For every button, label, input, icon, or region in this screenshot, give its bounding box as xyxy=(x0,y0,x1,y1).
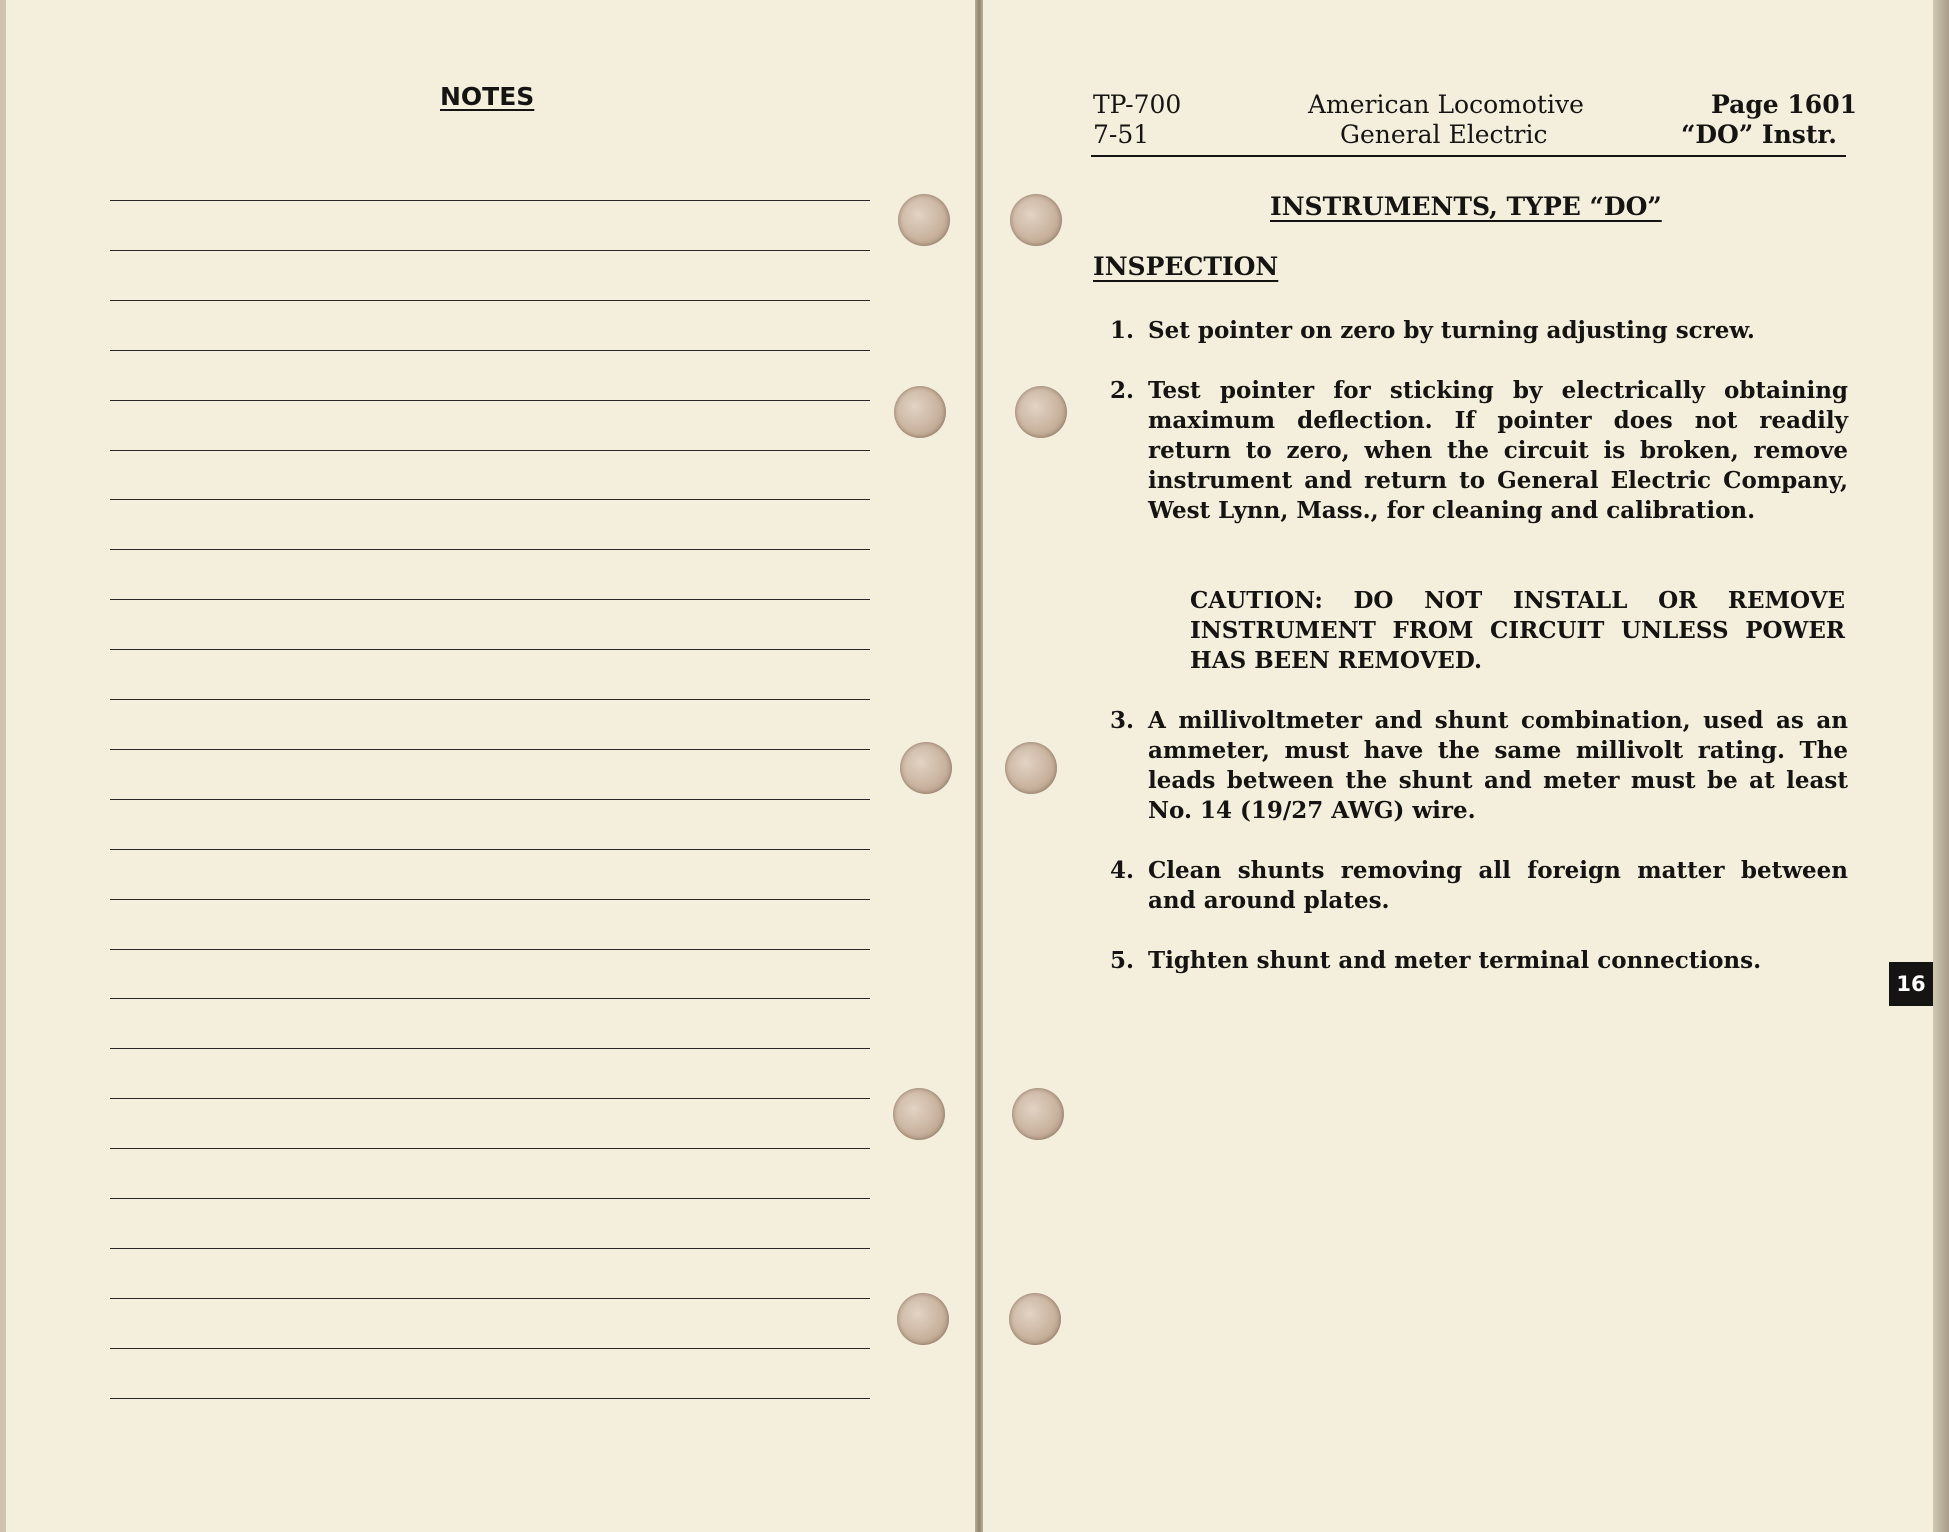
header-rule xyxy=(1091,155,1846,157)
binder-hole-icon xyxy=(1005,742,1057,794)
note-line xyxy=(110,1348,870,1349)
note-line xyxy=(110,899,870,900)
note-line xyxy=(110,200,870,201)
list-item xyxy=(1110,856,1848,916)
binder-hole-icon xyxy=(900,742,952,794)
item-number: 3. xyxy=(1110,707,1135,734)
item-number: 1. xyxy=(1110,317,1135,344)
item-text: Set pointer on zero by turning adjusting screw. xyxy=(1148,317,1755,344)
item-text: Tighten shunt and meter terminal connections. xyxy=(1148,947,1762,974)
binder-hole-icon xyxy=(894,386,946,438)
item-number: 4. xyxy=(1110,857,1135,884)
notes-heading: NOTES xyxy=(440,82,535,111)
binder-hole-icon xyxy=(1009,1293,1061,1345)
note-line xyxy=(110,649,870,650)
item-text: Clean shunts removing all foreign matter between and around plates. xyxy=(1148,857,1848,914)
note-line xyxy=(110,499,870,500)
note-line xyxy=(110,849,870,850)
note-line xyxy=(110,699,870,700)
note-line xyxy=(110,799,870,800)
note-line xyxy=(110,400,870,401)
binder-hole-icon xyxy=(893,1088,945,1140)
note-line xyxy=(110,998,870,999)
list-item xyxy=(1110,706,1848,826)
left-page xyxy=(6,0,975,1532)
org-line-1: American Locomotive xyxy=(1308,90,1584,119)
note-line xyxy=(110,1098,870,1099)
doc-number: TP-700 xyxy=(1093,90,1182,119)
note-line xyxy=(110,549,870,550)
section-label: “DO” Instr. xyxy=(1681,120,1837,149)
caution-note: CAUTION: DO NOT INSTALL OR REMOVE INSTRUMENT FROM CIRCUIT UNLESS POWER HAS BEEN REMOVED. xyxy=(1190,587,1845,674)
binder-hole-icon xyxy=(1012,1088,1064,1140)
note-line xyxy=(110,1198,870,1199)
note-line xyxy=(110,1248,870,1249)
org-line-2: General Electric xyxy=(1340,120,1548,149)
section-tab: 16 xyxy=(1889,962,1933,1006)
binder-hole-icon xyxy=(897,1293,949,1345)
page-label: Page 1601 xyxy=(1711,90,1857,119)
item-text: A millivoltmeter and shunt combination, used as an ammeter, must have the same millivolt rating. The leads between the shunt and meter must be at least No. 14 (19/27 AWG) wire. xyxy=(1148,707,1848,824)
note-line xyxy=(110,450,870,451)
binder-hole-icon xyxy=(898,194,950,246)
item-number: 2. xyxy=(1110,377,1135,404)
list-item xyxy=(1110,376,1848,526)
list-item xyxy=(1110,316,1848,346)
item-text: Test pointer for sticking by electrically obtaining maximum deflection. If pointer does not readily return to zero, when the circuit is broken, remove instrument and return to General Electric Company, West Lynn, Mass., for cleaning and calibration. xyxy=(1148,377,1848,524)
item-number: 5. xyxy=(1110,947,1135,974)
binder-hole-icon xyxy=(1010,194,1062,246)
note-line xyxy=(110,1398,870,1399)
page-edge xyxy=(1933,0,1949,1532)
note-line xyxy=(110,599,870,600)
binder-hole-icon xyxy=(1015,386,1067,438)
list-item xyxy=(1110,946,1848,976)
note-line xyxy=(110,749,870,750)
note-line xyxy=(110,1148,870,1149)
book-spine xyxy=(975,0,983,1532)
note-line xyxy=(110,250,870,251)
page-title: INSTRUMENTS, TYPE “DO” xyxy=(1270,192,1662,221)
note-line xyxy=(110,350,870,351)
note-line xyxy=(110,1048,870,1049)
doc-date: 7-51 xyxy=(1093,120,1150,149)
section-heading: INSPECTION xyxy=(1093,252,1279,281)
note-line xyxy=(110,1298,870,1299)
note-line xyxy=(110,300,870,301)
note-line xyxy=(110,949,870,950)
